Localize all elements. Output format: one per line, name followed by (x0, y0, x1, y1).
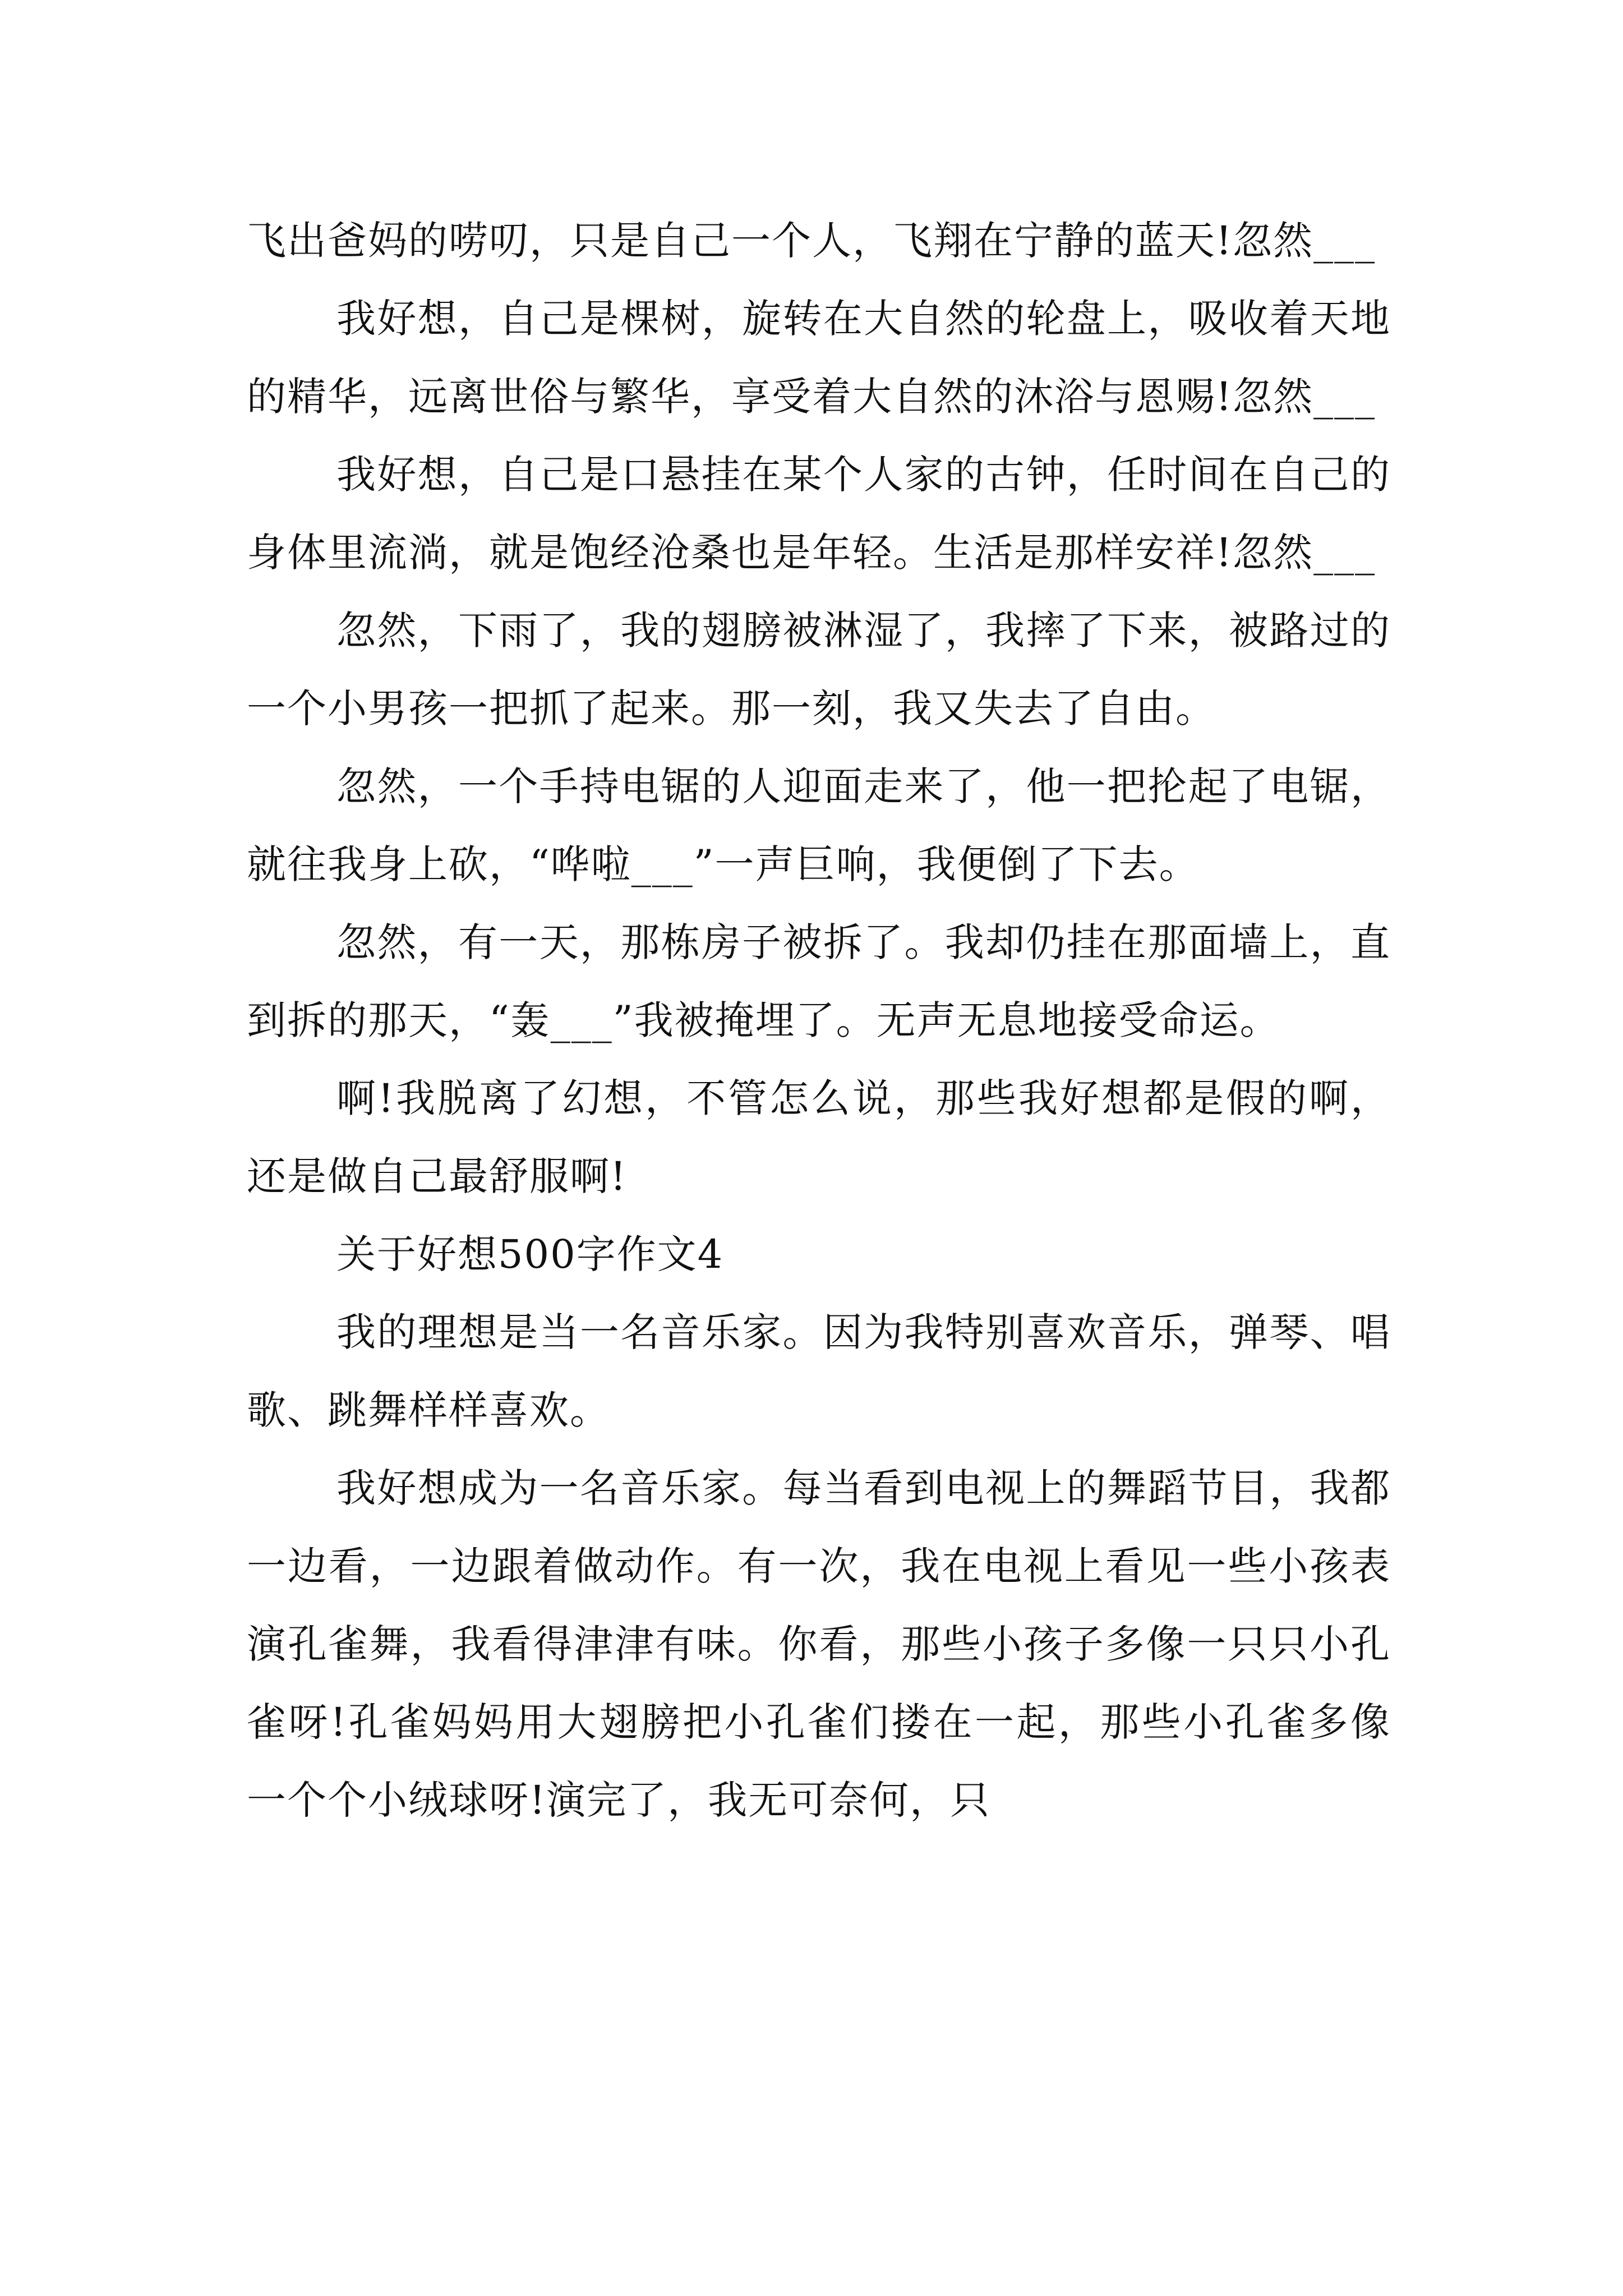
paragraph-1: 飞出爸妈的唠叨，只是自己一个人，飞翔在宁静的蓝天!忽然___ (247, 218, 1376, 264)
paragraph-8: 我的理想是当一名音乐家。因为我特别喜欢音乐，弹琴、唱歌、跳舞样样喜欢。 (247, 1309, 1391, 1433)
paragraph-9: 我好想成为一名音乐家。每当看到电视上的舞蹈节目，我都一边看，一边跟着做动作。有一次，我在电视上看见一些小孩表演孔雀舞，我看得津津有味。你看，那些小孩子多像一只只小孔雀呀!孔雀妈妈用大翅膀把小孔雀们搂在一起，那些小孔雀多像一个个小绒球呀!演完了，我无可奈何，只 (247, 1465, 1391, 1823)
paragraph-5: 忽然，一个手持电锯的人迎面走来了，他一把抡起了电锯，就往我身上砍，“哗啦___”一声巨响，我便倒了下去。 (247, 763, 1391, 887)
paragraph-2: 我好想，自己是棵树，旋转在大自然的轮盘上，吸收着天地的精华，远离世俗与繁华，享受着大自然的沐浴与恩赐!忽然___ (247, 296, 1391, 420)
paragraph-4: 忽然，下雨了，我的翅膀被淋湿了，我摔了下来，被路过的一个小男孩一把抓了起来。那一刻，我又失去了自由。 (247, 608, 1391, 731)
document-body (247, 202, 1391, 1839)
paragraph-7: 啊!我脱离了幻想，不管怎么说，那些我好想都是假的啊，还是做自己最舒服啊! (247, 1075, 1391, 1199)
section-title: 关于好想500字作文4 (336, 1231, 724, 1277)
paragraph-3: 我好想，自己是口悬挂在某个人家的古钟，任时间在自己的身体里流淌，就是饱经沧桑也是年轻。生活是那样安祥!忽然___ (247, 452, 1391, 576)
paragraph-6: 忽然，有一天，那栋房子被拆了。我却仍挂在那面墙上，直到拆的那天，“轰___”我被掩埋了。无声无息地接受命运。 (247, 919, 1391, 1043)
